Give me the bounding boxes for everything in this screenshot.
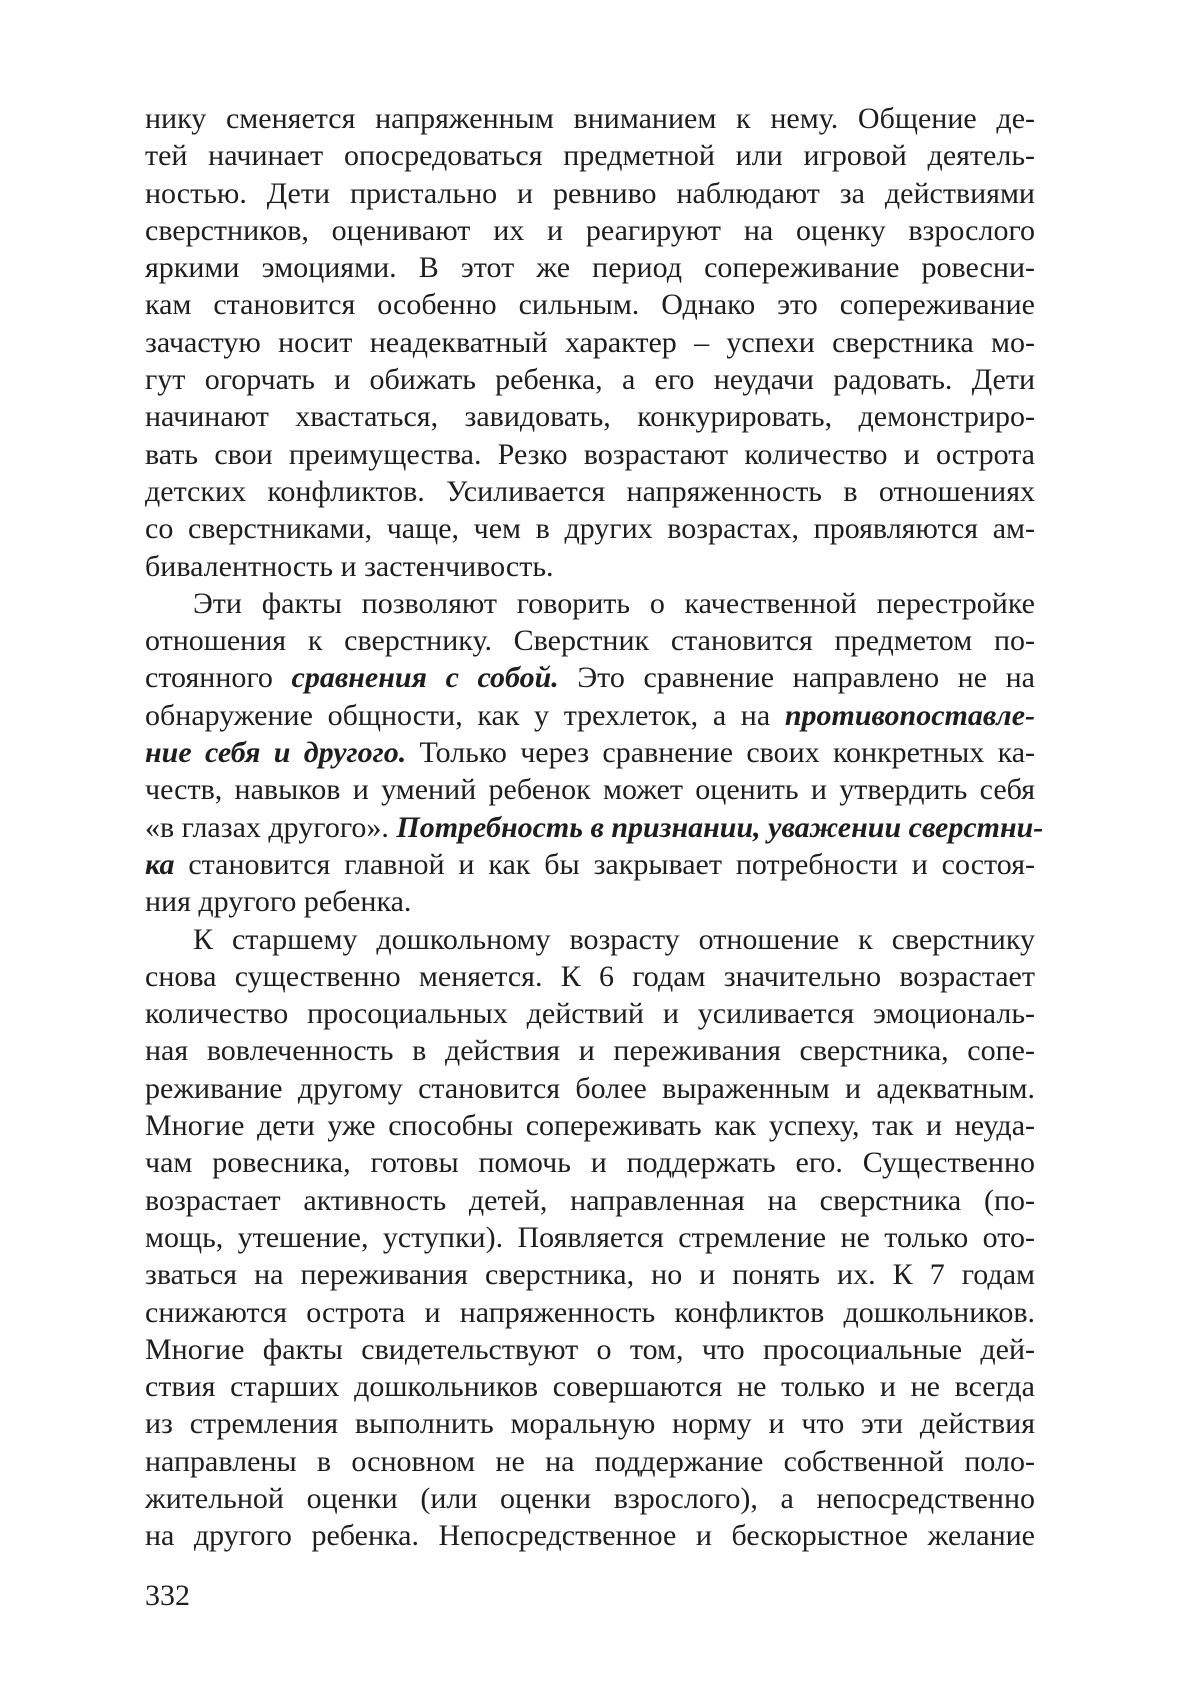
text-line xyxy=(145,1107,1035,1144)
text-line xyxy=(145,1368,1035,1405)
emphasis-text: ние себя и другого. xyxy=(145,736,407,770)
text-line xyxy=(145,771,1035,808)
text-run: стоянного xyxy=(145,661,292,695)
emphasis-text: Потребность в признании, уважении сверстни- xyxy=(396,810,1044,844)
emphasis-text: противопоставле- xyxy=(784,698,1035,732)
text-run: снижаются острота и напряженность конфликтов дошкольников. xyxy=(145,1295,1035,1329)
text-line xyxy=(145,548,1035,585)
text-line xyxy=(145,436,1035,473)
text-run: К старшему дошкольному возрасту отношение к сверстнику xyxy=(193,922,1035,956)
text-run: тей начинает опосредоваться предметной или игровой деятель- xyxy=(145,139,1035,173)
text-line xyxy=(145,398,1035,435)
text-run: жительной оценки (или оценки взрослого), а непосредственно xyxy=(145,1481,1035,1515)
text-line xyxy=(145,510,1035,547)
text-run: отношения к сверстнику. Сверстник становится предметом по- xyxy=(145,624,1035,658)
page-number: 332 xyxy=(145,1579,190,1612)
text-run: обнаружение общности, как у трехлеток, а на xyxy=(145,698,785,732)
text-run: количество просоциальных действий и усиливается эмоциональ- xyxy=(145,997,1035,1031)
text-run: Многие факты свидетельствуют о том, что просоциальные дей- xyxy=(145,1332,1035,1366)
text-line xyxy=(145,1517,1035,1554)
text-line xyxy=(145,659,1035,696)
text-line xyxy=(145,921,1035,958)
text-line xyxy=(145,1443,1035,1480)
text-run: на другого ребенка. Непосредственное и бескорыстное желание xyxy=(145,1519,1035,1553)
text-run: зачастую носит неадекватный характер – успехи сверстника мо- xyxy=(145,325,1035,359)
text-run: чам ровесника, готовы помочь и поддержать его. Существенно xyxy=(145,1146,1035,1180)
text-line xyxy=(145,212,1035,249)
text-run: сверстников, оценивают их и реагируют на оценку взрослого xyxy=(145,213,1035,247)
text-line xyxy=(145,585,1035,622)
text-run: становится главной и как бы закрывает потребности и состоя- xyxy=(174,847,1035,881)
text-line xyxy=(145,1331,1035,1368)
text-run: детских конфликтов. Усиливается напряженность в отношениях xyxy=(145,474,1035,508)
text-line xyxy=(145,1070,1035,1107)
text-run: направлены в основном не на поддержание собственной поло- xyxy=(145,1444,1035,1478)
text-run: Только через сравнение своих конкретных ка- xyxy=(406,736,1036,770)
text-run: ния другого ребенка. xyxy=(145,885,412,919)
text-line xyxy=(145,958,1035,995)
text-line xyxy=(145,175,1035,212)
text-line xyxy=(145,1182,1035,1219)
text-run: снова существенно меняется. К 6 годам значительно возрастает xyxy=(145,959,1035,993)
text-run: возрастает активность детей, направленная на сверстника (по- xyxy=(145,1183,1035,1217)
text-line xyxy=(145,361,1035,398)
paragraph xyxy=(145,585,1044,921)
text-line xyxy=(145,286,1035,323)
text-line xyxy=(145,734,1035,771)
text-run: ствия старших дошкольников совершаются не только и не всегда xyxy=(145,1370,1035,1404)
text-line xyxy=(145,1219,1035,1256)
text-run: Эти факты позволяют говорить о качественной перестройке xyxy=(193,586,1035,620)
text-run: нику сменяется напряженным вниманием к нему. Общение де- xyxy=(145,102,1035,135)
text-line xyxy=(145,622,1035,659)
text-line xyxy=(145,697,1035,734)
text-run: гут огорчать и обижать ребенка, а его неудачи радовать. Дети xyxy=(145,363,1035,397)
text-line xyxy=(145,846,1035,883)
text-line xyxy=(145,324,1035,361)
paragraph xyxy=(145,921,1035,1555)
emphasis-text: ка xyxy=(145,847,175,881)
text-run: ностью. Дети пристально и ревниво наблюдают за действиями xyxy=(145,176,1035,210)
text-run: зваться на переживания сверстника, но и понять их. К 7 годам xyxy=(145,1258,1035,1292)
text-line xyxy=(145,137,1035,174)
text-line xyxy=(145,995,1035,1032)
emphasis-text: сравнения с собой. xyxy=(291,661,559,695)
text-line xyxy=(145,1256,1035,1293)
text-line xyxy=(145,1032,1035,1069)
text-run: «в глазах другого». xyxy=(145,810,397,844)
text-run: яркими эмоциями. В этот же период сопереживание ровесни- xyxy=(145,251,1035,285)
text-line xyxy=(145,1480,1035,1517)
text-run: ная вовлеченность в действия и переживания сверстника, сопе- xyxy=(145,1034,1035,1068)
text-line xyxy=(145,249,1035,286)
text-run: честв, навыков и умений ребенок может оценить и утвердить себя xyxy=(145,773,1035,807)
text-run: со сверстниками, чаще, чем в других возрастах, проявляются ам- xyxy=(145,512,1035,546)
text-run: из стремления выполнить моральную норму и что эти действия xyxy=(145,1407,1035,1441)
text-line xyxy=(145,809,1044,846)
paragraph xyxy=(145,100,1035,585)
text-run: мощь, утешение, уступки). Появляется стремление не только ото- xyxy=(145,1220,1035,1254)
text-run: начинают хвастаться, завидовать, конкурировать, демонстриро- xyxy=(145,400,1035,434)
text-run: Многие дети уже способны сопереживать как успеху, так и неуда- xyxy=(145,1109,1035,1143)
page-body xyxy=(145,100,1044,1555)
text-run: кам становится особенно сильным. Однако это сопереживание xyxy=(145,288,1035,322)
text-line xyxy=(145,1294,1035,1331)
text-line xyxy=(145,883,1035,920)
text-line xyxy=(145,473,1035,510)
text-run: бивалентность и застенчивость. xyxy=(145,549,554,583)
text-run: вать свои преимущества. Резко возрастают количество и острота xyxy=(145,437,1035,471)
text-line xyxy=(145,100,1035,137)
text-run: Это сравнение направлено не на xyxy=(558,661,1035,695)
text-line xyxy=(145,1405,1035,1442)
text-run: реживание другому становится более выраженным и адекватным. xyxy=(145,1071,1035,1105)
text-line xyxy=(145,1144,1035,1181)
